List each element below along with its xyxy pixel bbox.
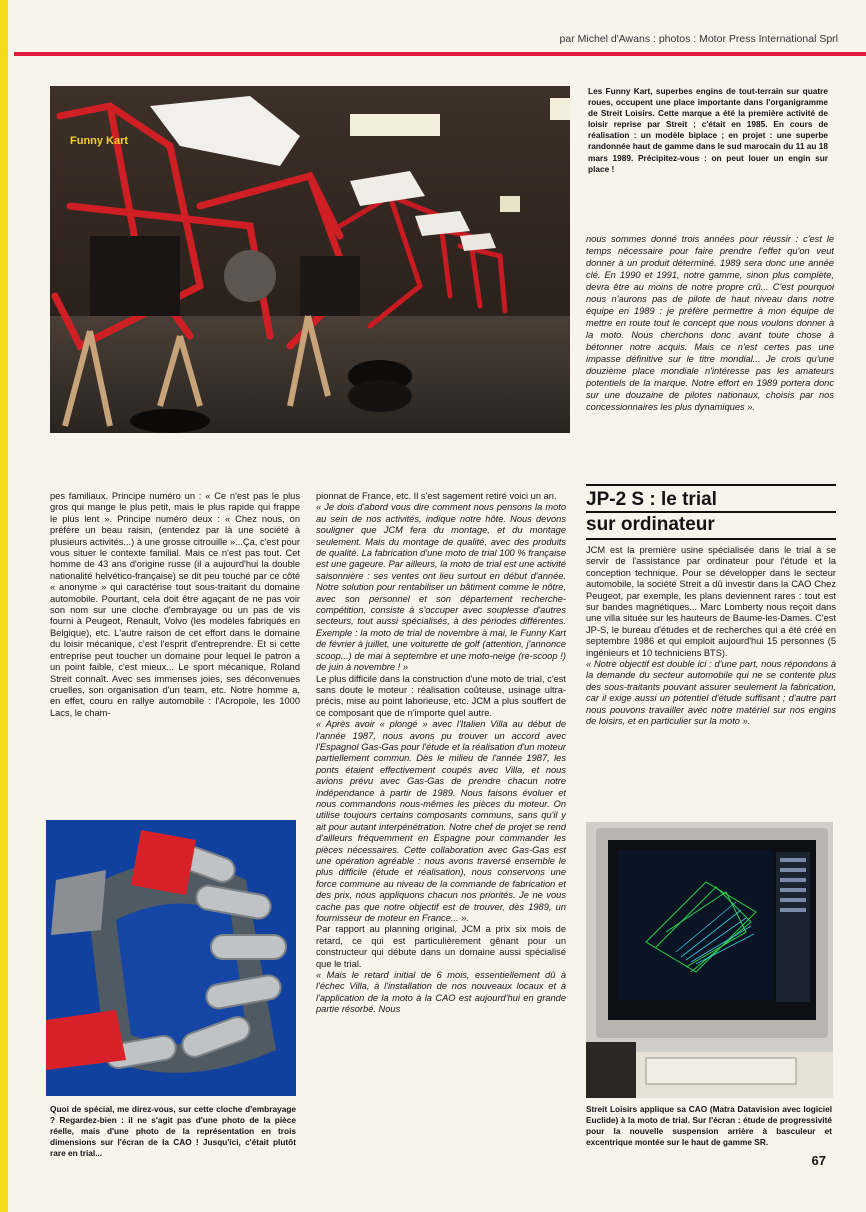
article-col3-para-2: « Notre objectif est double ici : d'une part, nous répondons à la demande du secteur automobile qui ne se contente plus des sous-traitants pouvant assurer seulement la fabrication, car il exige aussi un potentiel d'étude suffisant ; d'autre part nous pouvons travailler avec notre matériel sur nos engins de loisirs, et en particulier sur la moto ». xyxy=(586,659,836,727)
section-heading xyxy=(586,484,836,540)
article-col2-para-6: « Mais le retard initial de 6 mois, essentiellement dû à l'échec Villa, à l'installation de nos nouveaux locaux et à l'application de la moto à la CAO est aujourd'hui en grande partie résorbé. Nous xyxy=(316,970,566,1015)
article-col2-para-4: « Après avoir « plongé » avec l'Italien Villa au début de l'année 1987, nous avons pu trouver un accord avec l'Espagnol Gas-Gas pour l'étude et la réalisation d'un moteur partiellement commun. Dès le milieu de l'année 1987, les ponts étaient effectivement coupés avec Villa, et nous avions prévu avec Gas-Gas de prendre chacun notre indépendance à partir de 1989. Nous faisons évoluer et nous commandons nous-mêmes les pièces du moteur. On utilise toujours certains composants communs, sans qu'il y ait pour autant interpénétration. Notre chef de projet se rend d'ailleurs fréquemment en Espagne pour commander les pièces nécessaires. Cette collaboration avec Gas-Gas est une opération agréable : nous avons traversé ensemble le plus difficile (étude et réalisation), nous conservons une force commune au niveau de la commande de fabrication et des prix, nous appliquons chacun nos priorités. Je ne vous cache pas que notre objectif est de trouver, dès 1989, un fournisseur de moteur en France... ». xyxy=(316,719,566,924)
red-rule xyxy=(14,52,866,56)
page-edge-stripe xyxy=(0,0,8,1212)
byline: par Michel d'Awans : photos : Motor Press International Sprl xyxy=(559,33,838,45)
article-col2-para-1: pionnat de France, etc. Il s'est sagement retiré voici un an. xyxy=(316,491,557,501)
caption-bottom-left: Quoi de spécial, me direz-vous, sur cette cloche d'embrayage ? Regardez-bien : il ne s'agit pas d'une photo de la pièce réelle, mais d'une photo de la représentation en trois dimensions sur l'écran de la CAO ! Jusqu'ici, c'était plutôt rare en trial... xyxy=(50,1104,296,1159)
article-col2 xyxy=(316,491,566,1181)
article-top-right: nous sommes donné trois années pour réussir : c'est le temps nécessaire pour faire prendre l'effet qu'on veut donner à un produit déterminé. 1989 sera donc une année clé. En 1990 et 1991, notre gamme, sinon plus complète, devra être au moins de notre propre crû... C'est pourquoi nous n'aurons pas de pilote de haut niveau dans notre équipe en 1989 : je préfère permettre à mon équipe de mettre en route tout le concept que nous voulons donner à la moto. Nous cherchons donc avant toute chose à bétonner notre acquis. Mais ce n'est certes pas une impasse définitive sur le titre mondial... Je crois qu'une douzième place mondiale n'intéresse pas les amateurs potentiels de la marque. Notre effort en 1989 portera donc sur une douzaine de pilotes nationaux, choisis par nos concessionnaires les plus dynamiques ». xyxy=(586,234,834,412)
article-col2-para-3: Le plus difficile dans la construction d'une moto de trial, c'est sans doute le moteur : réalisation coûteuse, usinage ultra-précis, mise au point laborieuse, etc. JCM a plus souffert de ce composant que de n'importe quel autre. xyxy=(316,673,566,718)
photo-clutch-bell-cad xyxy=(46,820,296,1096)
photo-cad-workstation xyxy=(586,822,833,1098)
section-heading-line1: JP-2 S : le trial xyxy=(586,488,836,513)
kart-logo-text: Funny Kart xyxy=(70,135,129,147)
article-col2-para-5: Par rapport au planning original, JCM a prix six mois de retard, ce qui est particulièrement gênant pour un constructeur qui débute dans un domaine aussi spécialisé que le trial. xyxy=(316,924,566,969)
article-col3-para-1: JCM est la première usine spécialisée dans le trial à se servir de l'assistance par ordinateur pour l'étude et la conception technique. Pour se développer dans le secteur automobile, la société Streit a dû investir dans la CAO Chez Peugeot, par exemple, les plans deviennent rares : tout est sur bandes magnétiques... Marc Lomberty nous reçoit dans une villa située sur les hauteurs de Baume-les-Dames. C'est JP-S, le bureau d'études et de recherches qui a été créé en septembre 1986 et qui emploit aujourd'hui 15 personnes (5 ingénieurs et 10 techniciens BTS). xyxy=(586,545,836,658)
page-number: 67 xyxy=(811,1153,826,1168)
article-col1: pes familiaux. Principe numéro un : « Ce n'est pas le plus gros qui mange le plus petit, mais le plus rapide qui frappe le plus lent ». Principe numéro deux : « Chez nous, on préfère un beau raisin, (entendez par là une société à plusieurs activités...) à une grosse citrouille »...Ça, c'est pour vous situer le contexte familial. Mais ce n'est pas tout. Cet homme de 43 ans d'origine russe (il a aujourd'hui la double nationalité helvético-française) se dit peu touché par ce côté « anonyme » qui caractérise tout sous-traitant du domaine automobile. Pourtant, cela doit être agaçant de ne pas voir son nom sur une cloche d'embrayage ou un pas de vis fourni à Peugeot, Renault, Volvo (les modèles fabriqués en Belgique), etc. L'autre raison de cet effort dans le domaine du loisir mécanique, c'est l'esprit d'entreprendre. Et si cette entreprise peut toucher un domaine pour lequel le patron a un point faible, c'est mieux... Le sport mécanique, Roland Streit connaît. Avec ses immenses joies, ses déconvenues cruelles, son organisation d'un team, etc. Notre homme a, en effet, couru en rallye automobile : l'Acropole, les 1000 Lacs, le cham- xyxy=(50,491,300,718)
caption-bottom-right: Streit Loisirs applique sa CAO (Matra Datavision avec logiciel Euclide) à la moto de trial. Sur l'écran : étude de progressivité pour la nouvelle suspension arrière à basculeur et excentrique montée sur le haut de gamme SR. xyxy=(586,1104,832,1148)
caption-top: Les Funny Kart, superbes engins de tout-terrain sur quatre roues, occupent une place importante dans l'organigramme de Streit Loisirs. Cette marque a été la première activité de loisir reprise par Streit ; c'était en 1985. En cours de réalisation : un modèle biplace ; en projet : une superbe randonnée haut de gamme dans le sud marocain du 11 au 18 mars 1989. Précipitez-vous : on peut louer un engin sur place ! xyxy=(588,86,828,174)
article-col2-para-2: « Je dois d'abord vous dire comment nous pensons la moto au sein de nos activités, indique notre hôte. Nous devons souligner que JCM fera du montage, et du montage seulement. Mais du montage de qualité, avec des produits de qualité. La fabrication d'une moto de trial 100 % française est une gageure. Par ailleurs, la moto de trial est une activité saisonnière : ses ventes ont lieu surtout en début d'année. Notre solution pour rentabiliser un bâtiment comme le nôtre, avec son personnel et son département recherche-compétition, consiste à s'occuper avec souplesse d'autres secteurs, tout aussi spécialisés, à des périodes différentes. Exemple : la moto de trial de novembre à mai, le Funny Kart de février à juillet, une voiturette de golf (attention, j'annonce scoop...) de mai à septembre et une moto-neige (re-scoop !) de juin à novembre ! » xyxy=(316,502,566,673)
photo-funny-kart xyxy=(50,86,570,433)
section-heading-line2: sur ordinateur xyxy=(586,514,715,535)
article-col3 xyxy=(586,545,836,790)
